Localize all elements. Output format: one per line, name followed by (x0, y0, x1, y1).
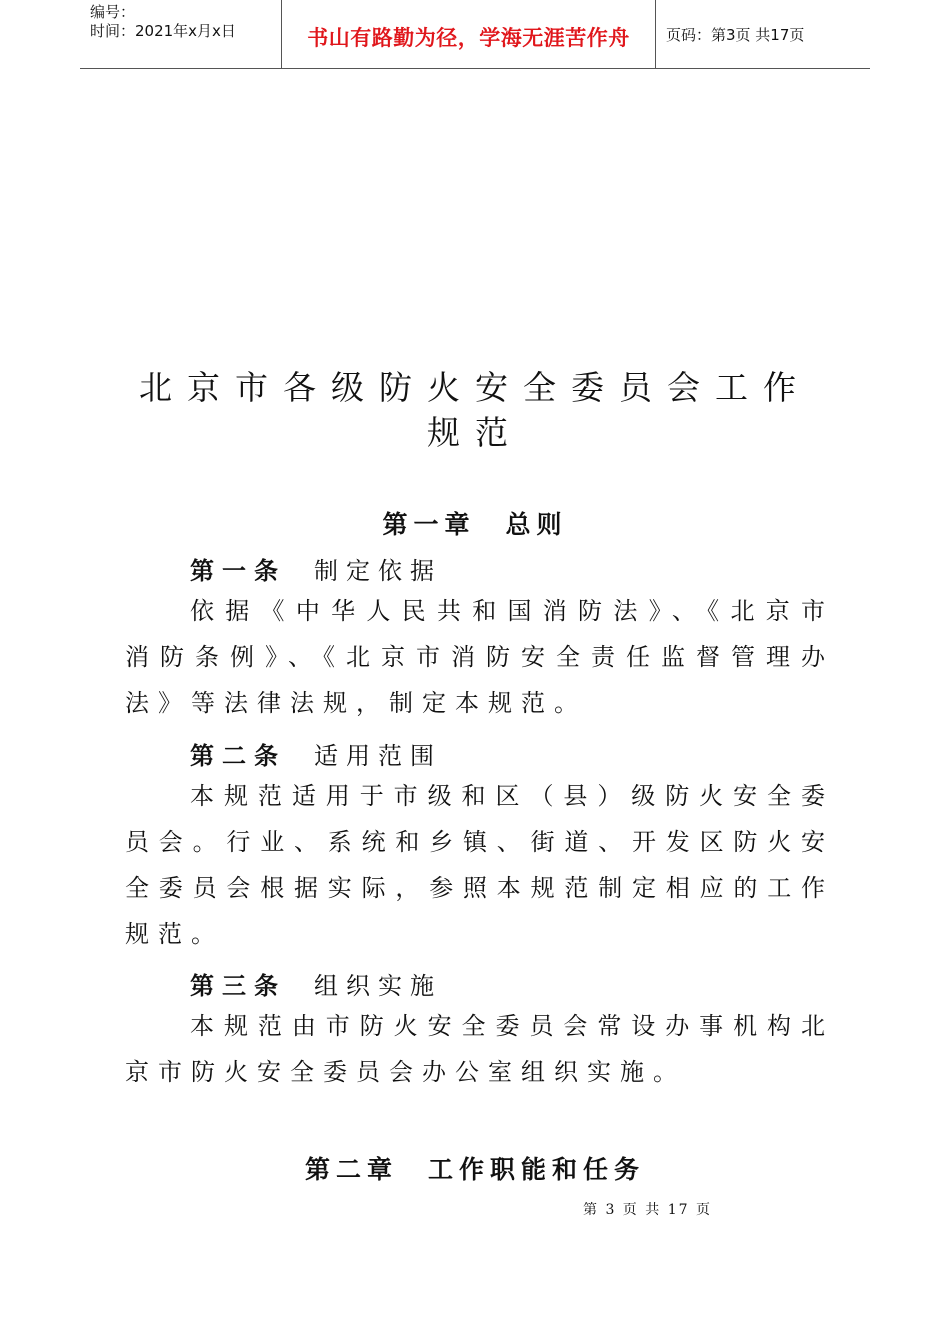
header-motto-cell (282, 0, 656, 68)
header-page-number: 页码：第3页 共17页 (666, 26, 805, 44)
header-page-cell (656, 0, 870, 68)
article-name: 制定依据 (314, 557, 442, 585)
chapter-number: 第二章 (304, 1155, 398, 1184)
paragraph-article-2 (125, 773, 825, 957)
paragraph-line: 消防条例》、《北京市消防安全责任监督管理办 (125, 643, 825, 671)
chapter-heading-1 (0, 505, 950, 541)
document-time-label: 时间：2021年x月x日 (90, 22, 236, 40)
paragraph-article-3 (125, 1003, 825, 1095)
header-meta-cell (80, 0, 282, 68)
article-heading-1 (190, 551, 442, 586)
paragraph-line: 京市防火安全委员会办公室组织实施。 (125, 1058, 686, 1086)
paragraph-line: 全委员会根据实际，参照本规范制定相应的工作 (125, 874, 825, 902)
article-number: 第三条 (190, 972, 286, 1000)
paragraph-article-1 (125, 588, 825, 726)
document-title-line-1: 北京市各级防火安全委员会工作 (139, 368, 811, 407)
article-heading-2 (190, 736, 442, 771)
article-name: 组织实施 (314, 972, 442, 1000)
paragraph-line: 本规范适用于市级和区（县）级防火安全委 (190, 782, 825, 810)
article-number: 第一条 (190, 557, 286, 585)
chapter-name: 工作职能和任务 (428, 1155, 646, 1184)
footer-page-number: 第 3 页 共 17 页 (583, 1202, 712, 1218)
paragraph-line: 本规范由市防火安全委员会常设办事机构北 (190, 1012, 825, 1040)
paragraph-line: 员会。行业、系统和乡镇、街道、开发区防火安 (125, 828, 825, 856)
paragraph-line: 规范。 (125, 920, 224, 948)
document-number-label: 编号： (90, 3, 136, 21)
article-name: 适用范围 (314, 742, 442, 770)
paragraph-line: 法》等法律法规，制定本规范。 (125, 689, 587, 717)
article-number: 第二条 (190, 742, 286, 770)
page-header (80, 0, 870, 69)
chapter-number: 第一章 (382, 510, 476, 539)
article-heading-3 (190, 966, 442, 1001)
paragraph-line: 依据《中华人民共和国消防法》、《北京市 (190, 597, 825, 625)
chapter-name: 总则 (505, 510, 568, 539)
header-motto: 书山有路勤为径，学海无涯苦作舟 (307, 26, 630, 50)
document-title-line-2: 规范 (427, 413, 523, 452)
chapter-heading-2 (0, 1150, 950, 1186)
